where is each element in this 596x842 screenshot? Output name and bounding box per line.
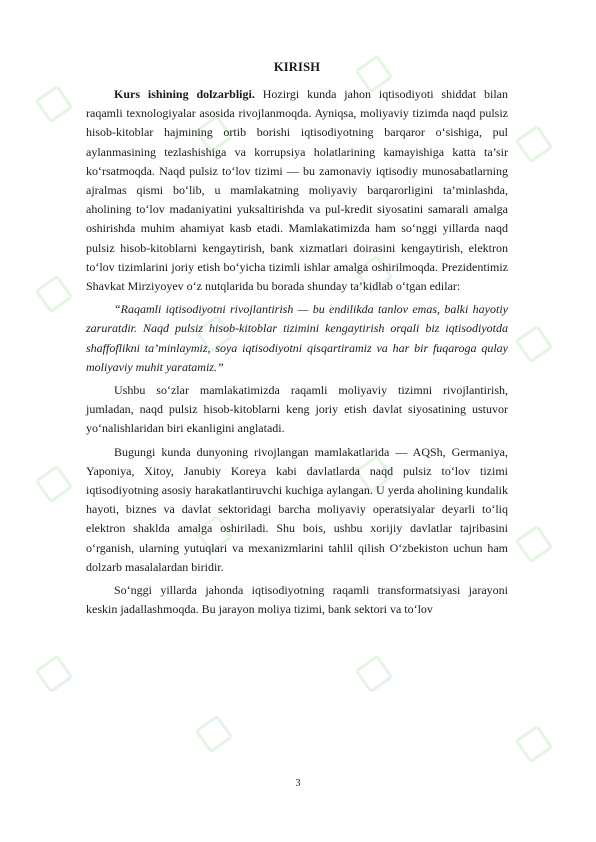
watermark-logo-icon <box>35 85 74 124</box>
watermark-logo-icon <box>515 525 554 564</box>
page-content <box>86 60 508 623</box>
paragraph-relevance <box>86 85 508 296</box>
watermark-logo-icon <box>35 275 74 314</box>
watermark-logo-icon <box>515 325 554 364</box>
paragraph-text: Bugungi kunda dunyoning rivojlangan mamlakatlarida — AQSh, Germaniya, Yaponiya, Xitoy, Janubiy Koreya kabi davlatlarda naqd pulsiz to‘lov tizimi iqtisodiyotning asosiy harakatlantiruvchi kuchiga aylangan. U yerda aholining kundalik hayoti, biznes va davlat sektoridagi barcha moliyaviy operatsiyalar deyarli to‘liq elektron shaklda amalga oshiriladi. Shu bois, ushbu xorijiy davlatlar tajribasini o‘rganish, ularning yutuqlari va mexanizmlarini tahlil qilish O‘zbekiston uchun ham dolzarb masalalardan biridir. <box>86 444 508 574</box>
paragraph-text: So‘nggi yillarda jahonda iqtisodiyotning raqamli transformatsiyasi jarayoni keskin jadallashmoqda. Bu jarayon moliya tizimi, bank sektori va to‘lov <box>86 583 508 617</box>
watermark-logo-icon <box>355 655 394 694</box>
watermark-logo-icon <box>35 465 74 504</box>
watermark-logo-icon <box>515 725 554 764</box>
watermark-logo-icon <box>35 655 74 694</box>
watermark-logo-icon <box>515 125 554 164</box>
president-quote: “Raqamli iqtisodiyotni rivojlantirish — bu endilikda tanlov emas, balki hayotiy zaruratdir. Naqd pulsiz hisob-kitoblar tizimini kengaytirish orqali biz iqtisodiyotda shaffoflikni ta’minlaymiz, soya iqtisodiyotni qisqartiramiz va har bir fuqaroga qulay moliyaviy muhit yaratamiz.” <box>86 302 508 374</box>
paragraph-lead: Kurs ishining dolzarbligi. <box>114 87 255 101</box>
page-number: 3 <box>295 778 301 789</box>
paragraph-text: Hozirgi kunda jahon iqtisodiyoti shiddat bilan raqamli texnologiyalar asosida rivojlanmoqda. Ayniqsa, moliyaviy tizimda naqd pulsiz hisob-kitoblar hajmining ortib borishi iqtisodiyotning barqaror o‘sishiga, pul aylanmasining tezlashishiga va korrupsiya holatlarining kamayishiga katta ta’sir ko‘rsatmoqda. Naqd pulsiz to‘lov tizimi — bu zamonaviy iqtisodiy munosabatlarning ajralmas qismi bo‘lib, u mamlakatning moliyaviy barqarorligini ta’minlashda, aholining to‘lov madaniyatini yuksaltirishda va pul-kredit siyosatini samarali amalga oshirishda muhim ahamiyat kasb etadi. Mamlakatimizda ham so‘nggi yillarda naqd pulsiz hisob-kitoblarni kengaytirish, bank xizmatlari doirasini kengaytirish, elektron to‘lov tizimlarini joriy etish bo‘yicha tizimli ishlar amalga oshirilmoqda. Prezidentimiz Shavkat Mirziyoyev o‘z nutqlarida bu borada shunday ta’kidlab o‘tgan edilar: <box>86 87 508 294</box>
page-title: KIRISH <box>273 60 321 74</box>
watermark-logo-icon <box>195 715 234 754</box>
paragraph-text: Ushbu so‘zlar mamlakatimizda raqamli moliyaviy tizimni rivojlantirish, jumladan, naqd pulsiz hisob-kitoblarni keng joriy etish davlat siyosatining ustuvor yo‘nalishlaridan biri ekanligini anglatadi. <box>86 383 508 436</box>
